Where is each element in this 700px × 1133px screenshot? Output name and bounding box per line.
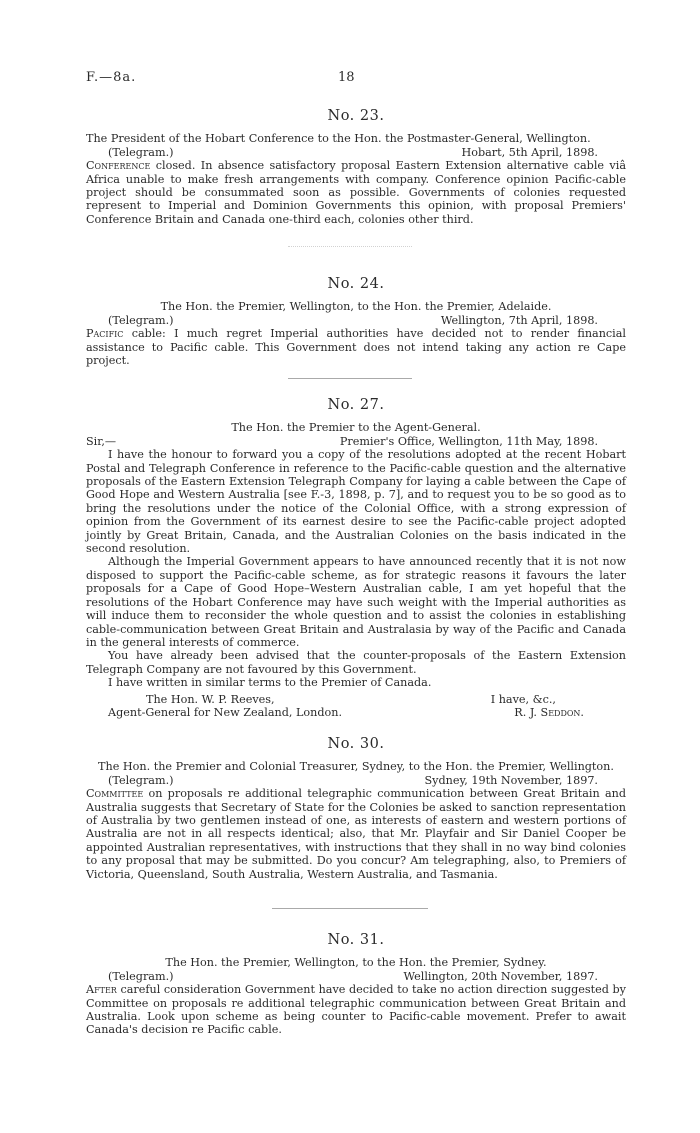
document-heading: The Hon. the Premier to the Agent-General. [231,421,481,435]
telegram-label: (Telegram.) [108,773,174,787]
recipient-title: Agent-General for New Zealand, London. [108,705,343,719]
closing: I have, &c., [490,692,556,706]
dateline [86,146,626,159]
dateline [86,314,626,327]
document-reference: F.—8a. [86,70,137,85]
letter-paragraph-2: Although the Imperial Government appears to have announced recently that it is not now disposed to support the Pacific-cable scheme, as for strategic reasons it favours the later proposals for a Cape of Good Hope–Western Australian cable, I am yet hopeful that the resolutions of the Hobart Conference may have such weight with the Imperial authorities as will induce them to reconsider the whole question and to assist the colonies in establishing cable-communication between Great Britain and Australasia by way of the Pacific and Canada in the general interests of commerce. [86,555,626,649]
place-date: Wellington, 7th April, 1898. [440,313,598,327]
document-heading: The Hon. the Premier, Wellington, to the Hon. the Premier, Sydney. [165,956,547,970]
document-heading: The Hon. the Premier, Wellington, to the Hon. the Premier, Adelaide. [160,300,552,314]
message-text: on proposals re additional telegraphic communication between Great Britain and Australia suggests that Secretary of State for the Colonies be asked to sanction representation of Australia by two gentlemen instead of one, as interests of eastern and western portions of Australia are not in all respects identical; also, that Mr. Playfair and Sir Daniel Cooper be appointed Australian representatives, with instructions that they shall in no way bind colonies to any proposal that may be submitted. Do you concur? Am telegraphing, also, to Premiers of Victoria, Queensland, South Australia, Western Australia, and Tasmania. [86,787,626,881]
dateline [86,774,626,787]
letter-paragraph-1: I have the honour to forward you a copy of the resolutions adopted at the recent Hobart Postal and Telegraph Conference in reference to the Pacific-cable question and the alternative proposals of the Eastern Extension Telegraph Company for laying a cable between the Cape of Good Hope and Western Australia [see F.-3, 1898, p. 7], and to request you to be so good as to bring the resolutions under the notice of the Colonial Office, with a strong expression of opinion from the Government of its earnest desire to see the Pacific-cable project adopted jointly by Great Britain, Canada, and the Australian Colonies on the basis indicated in the second resolution. [86,448,626,556]
salutation: Sir,— [86,434,117,448]
section-divider [288,246,412,247]
place-date: Sydney, 19th November, 1897. [424,773,598,787]
letter-paragraph-3: You have already been advised that the counter-proposals of the Eastern Extension Telegraph Company are not favoured by this Government. [86,649,626,676]
signature: R. J. Seddon. [514,705,584,719]
letter-paragraph-4: I have written in similar terms to the Premier of Canada. [108,676,432,690]
telegram-label: (Telegram.) [108,145,174,159]
telegram-no-23 [86,110,626,226]
message-body [86,159,626,226]
document-heading: The President of the Hobart Conference to the Hon. the Postmaster-General, Wellington. [86,132,591,146]
place-date: Hobart, 5th April, 1898. [461,145,598,159]
document-number: No. 31. [327,932,385,948]
lead-word: Committee [86,787,144,801]
signature-block-bottom [86,706,626,719]
message-text: careful consideration Government have decided to take no action direction suggested by Committee on proposals re additional telegraphic communication between Great Britain and Australia. Look upon scheme as being counter to Pacific-cable movement. Prefer to await Canada's decision re Pacific cable. [86,983,626,1037]
lead-word: Pacific [86,327,124,341]
message-body [86,983,626,1037]
telegram-no-31 [86,934,626,1037]
document-number: No. 27. [327,397,385,413]
telegram-no-30 [86,738,626,881]
message-text: cable: I much regret Imperial authorities have decided not to render financial assistance to Pacific cable. This Government does not intend taking any action re Cape project. [86,327,626,368]
document-number: No. 24. [327,276,385,292]
page-number: 18 [338,70,355,85]
lead-word: After [86,983,117,997]
dateline [86,435,626,448]
telegram-no-24 [86,278,626,367]
message-body [86,327,626,367]
telegram-label: (Telegram.) [108,313,174,327]
section-divider [272,908,428,909]
document-number: No. 23. [327,108,385,124]
message-body [86,787,626,881]
document-number: No. 30. [327,736,385,752]
telegram-label: (Telegram.) [108,969,174,983]
place-date: Wellington, 20th November, 1897. [403,969,598,983]
message-text: closed. In absence satisfactory proposal Eastern Extension alternative cable viâ Africa unable to make fresh arrangements with company. Conference opinion Pacific-cable project should be consummated soon as possible. Governments of colonies requested represent to Imperial and Dominion Governments this opinion, with proposal Premiers' Conference Britain and Canada one-third each, colonies other third. [86,159,626,226]
place-date: Premier's Office, Wellington, 11th May, 1898. [339,434,598,448]
section-divider [288,378,412,379]
recipient-name: The Hon. W. P. Reeves, [146,692,275,706]
dateline [86,970,626,983]
document-heading: The Hon. the Premier and Colonial Treasurer, Sydney, to the Hon. the Premier, Wellington. [98,760,614,774]
lead-word: Conference [86,159,151,173]
signature-block-top [86,693,626,706]
letter-no-27 [86,399,626,719]
